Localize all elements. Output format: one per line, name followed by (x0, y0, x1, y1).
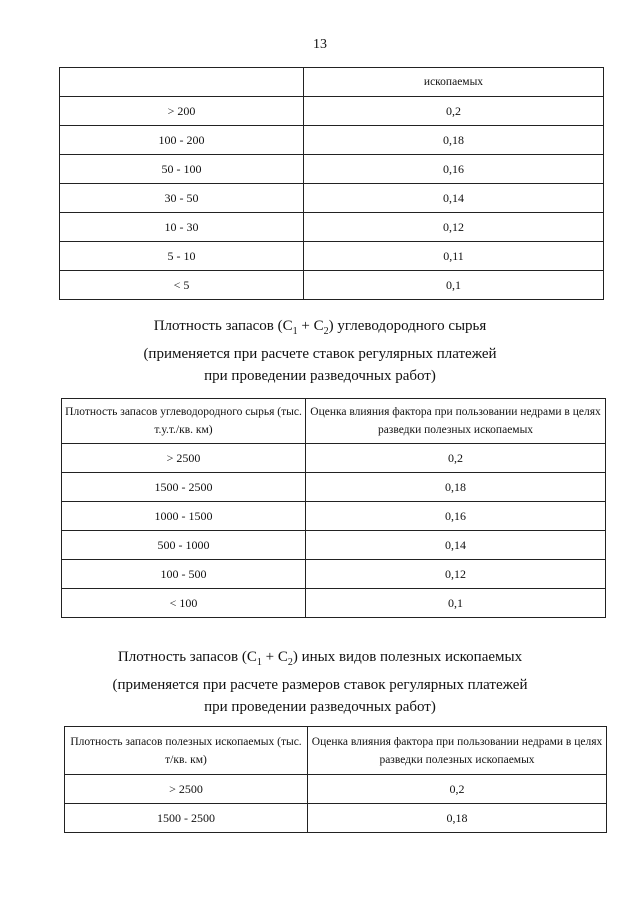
header-cell-factor: Оценка влияния фактора при пользовании недрами в целях разведки полезных ископаемых (306, 399, 606, 444)
table-row (60, 184, 604, 213)
table-row (62, 502, 606, 531)
density-range-cell: 10 - 30 (60, 213, 304, 242)
header-cell-density: Плотность запасов полезных ископаемых (тыс. т/кв. км) (65, 727, 308, 775)
factor-value-cell: 0,14 (304, 184, 604, 213)
table-header-row (60, 68, 604, 97)
table-row (60, 271, 604, 300)
table-row (65, 775, 607, 804)
factor-value-cell: 0,18 (304, 126, 604, 155)
table-row (60, 155, 604, 184)
factor-value-cell: 0,18 (306, 473, 606, 502)
density-range-cell: > 2500 (62, 444, 306, 473)
header-cell-density (60, 68, 304, 97)
density-range-cell: 1000 - 1500 (62, 502, 306, 531)
table-row (60, 97, 604, 126)
density-range-cell: < 5 (60, 271, 304, 300)
table-row (62, 444, 606, 473)
table-row (60, 126, 604, 155)
density-range-cell: > 2500 (65, 775, 308, 804)
density-range-cell: 30 - 50 (60, 184, 304, 213)
factor-value-cell: 0,1 (306, 589, 606, 618)
density-range-cell: < 100 (62, 589, 306, 618)
heading-line-2: (применяется при расчете размеров ставок регулярных платежей (112, 677, 528, 693)
continuation-table (59, 67, 604, 300)
table-row (62, 560, 606, 589)
density-range-cell: 5 - 10 (60, 242, 304, 271)
factor-value-cell: 0,12 (304, 213, 604, 242)
header-cell-factor: Оценка влияния фактора при пользовании недрами в целях разведки полезных ископаемых (308, 727, 607, 775)
header-cell-factor: ископаемых (304, 68, 604, 97)
table-header-row (62, 399, 606, 444)
density-range-cell: 1500 - 2500 (65, 804, 308, 833)
factor-value-cell: 0,14 (306, 531, 606, 560)
other-minerals-density-table (64, 726, 607, 833)
heading-line-1: Плотность запасов $(C_1 + C_2)$ углеводородного сырья (153, 318, 487, 337)
factor-value-cell: 0,16 (304, 155, 604, 184)
section-heading-hydrocarbon (0, 315, 640, 387)
factor-value-cell: 0,1 (304, 271, 604, 300)
table-row (60, 242, 604, 271)
factor-value-cell: 0,18 (308, 804, 607, 833)
table-row (62, 473, 606, 502)
table-row (62, 589, 606, 618)
factor-value-cell: 0,2 (308, 775, 607, 804)
hydrocarbon-density-table (61, 398, 606, 618)
factor-value-cell: 0,2 (306, 444, 606, 473)
factor-value-cell: 0,16 (306, 502, 606, 531)
factor-value-cell: 0,11 (304, 242, 604, 271)
factor-value-cell: 0,12 (306, 560, 606, 589)
table-row (65, 804, 607, 833)
heading-line-3: при проведении разведочных работ) (204, 368, 436, 384)
heading-line-2: (применяется при расчете ставок регулярных платежей (143, 346, 497, 362)
table-row (60, 213, 604, 242)
table-header-row (65, 727, 607, 775)
heading-line-3: при проведении разведочных работ) (204, 699, 436, 715)
header-cell-density: Плотность запасов углеводородного сырья (тыс. т.у.т./кв. км) (62, 399, 306, 444)
density-range-cell: 500 - 1000 (62, 531, 306, 560)
density-range-cell: 100 - 200 (60, 126, 304, 155)
heading-line-1: Плотность запасов $(C_1 + C_2)$ иных видов полезных ископаемых (117, 649, 523, 668)
density-range-cell: 50 - 100 (60, 155, 304, 184)
page-number: 13 (313, 37, 327, 52)
density-range-cell: > 200 (60, 97, 304, 126)
section-heading-other-minerals (0, 646, 640, 718)
density-range-cell: 1500 - 2500 (62, 473, 306, 502)
table-row (62, 531, 606, 560)
factor-value-cell: 0,2 (304, 97, 604, 126)
density-range-cell: 100 - 500 (62, 560, 306, 589)
